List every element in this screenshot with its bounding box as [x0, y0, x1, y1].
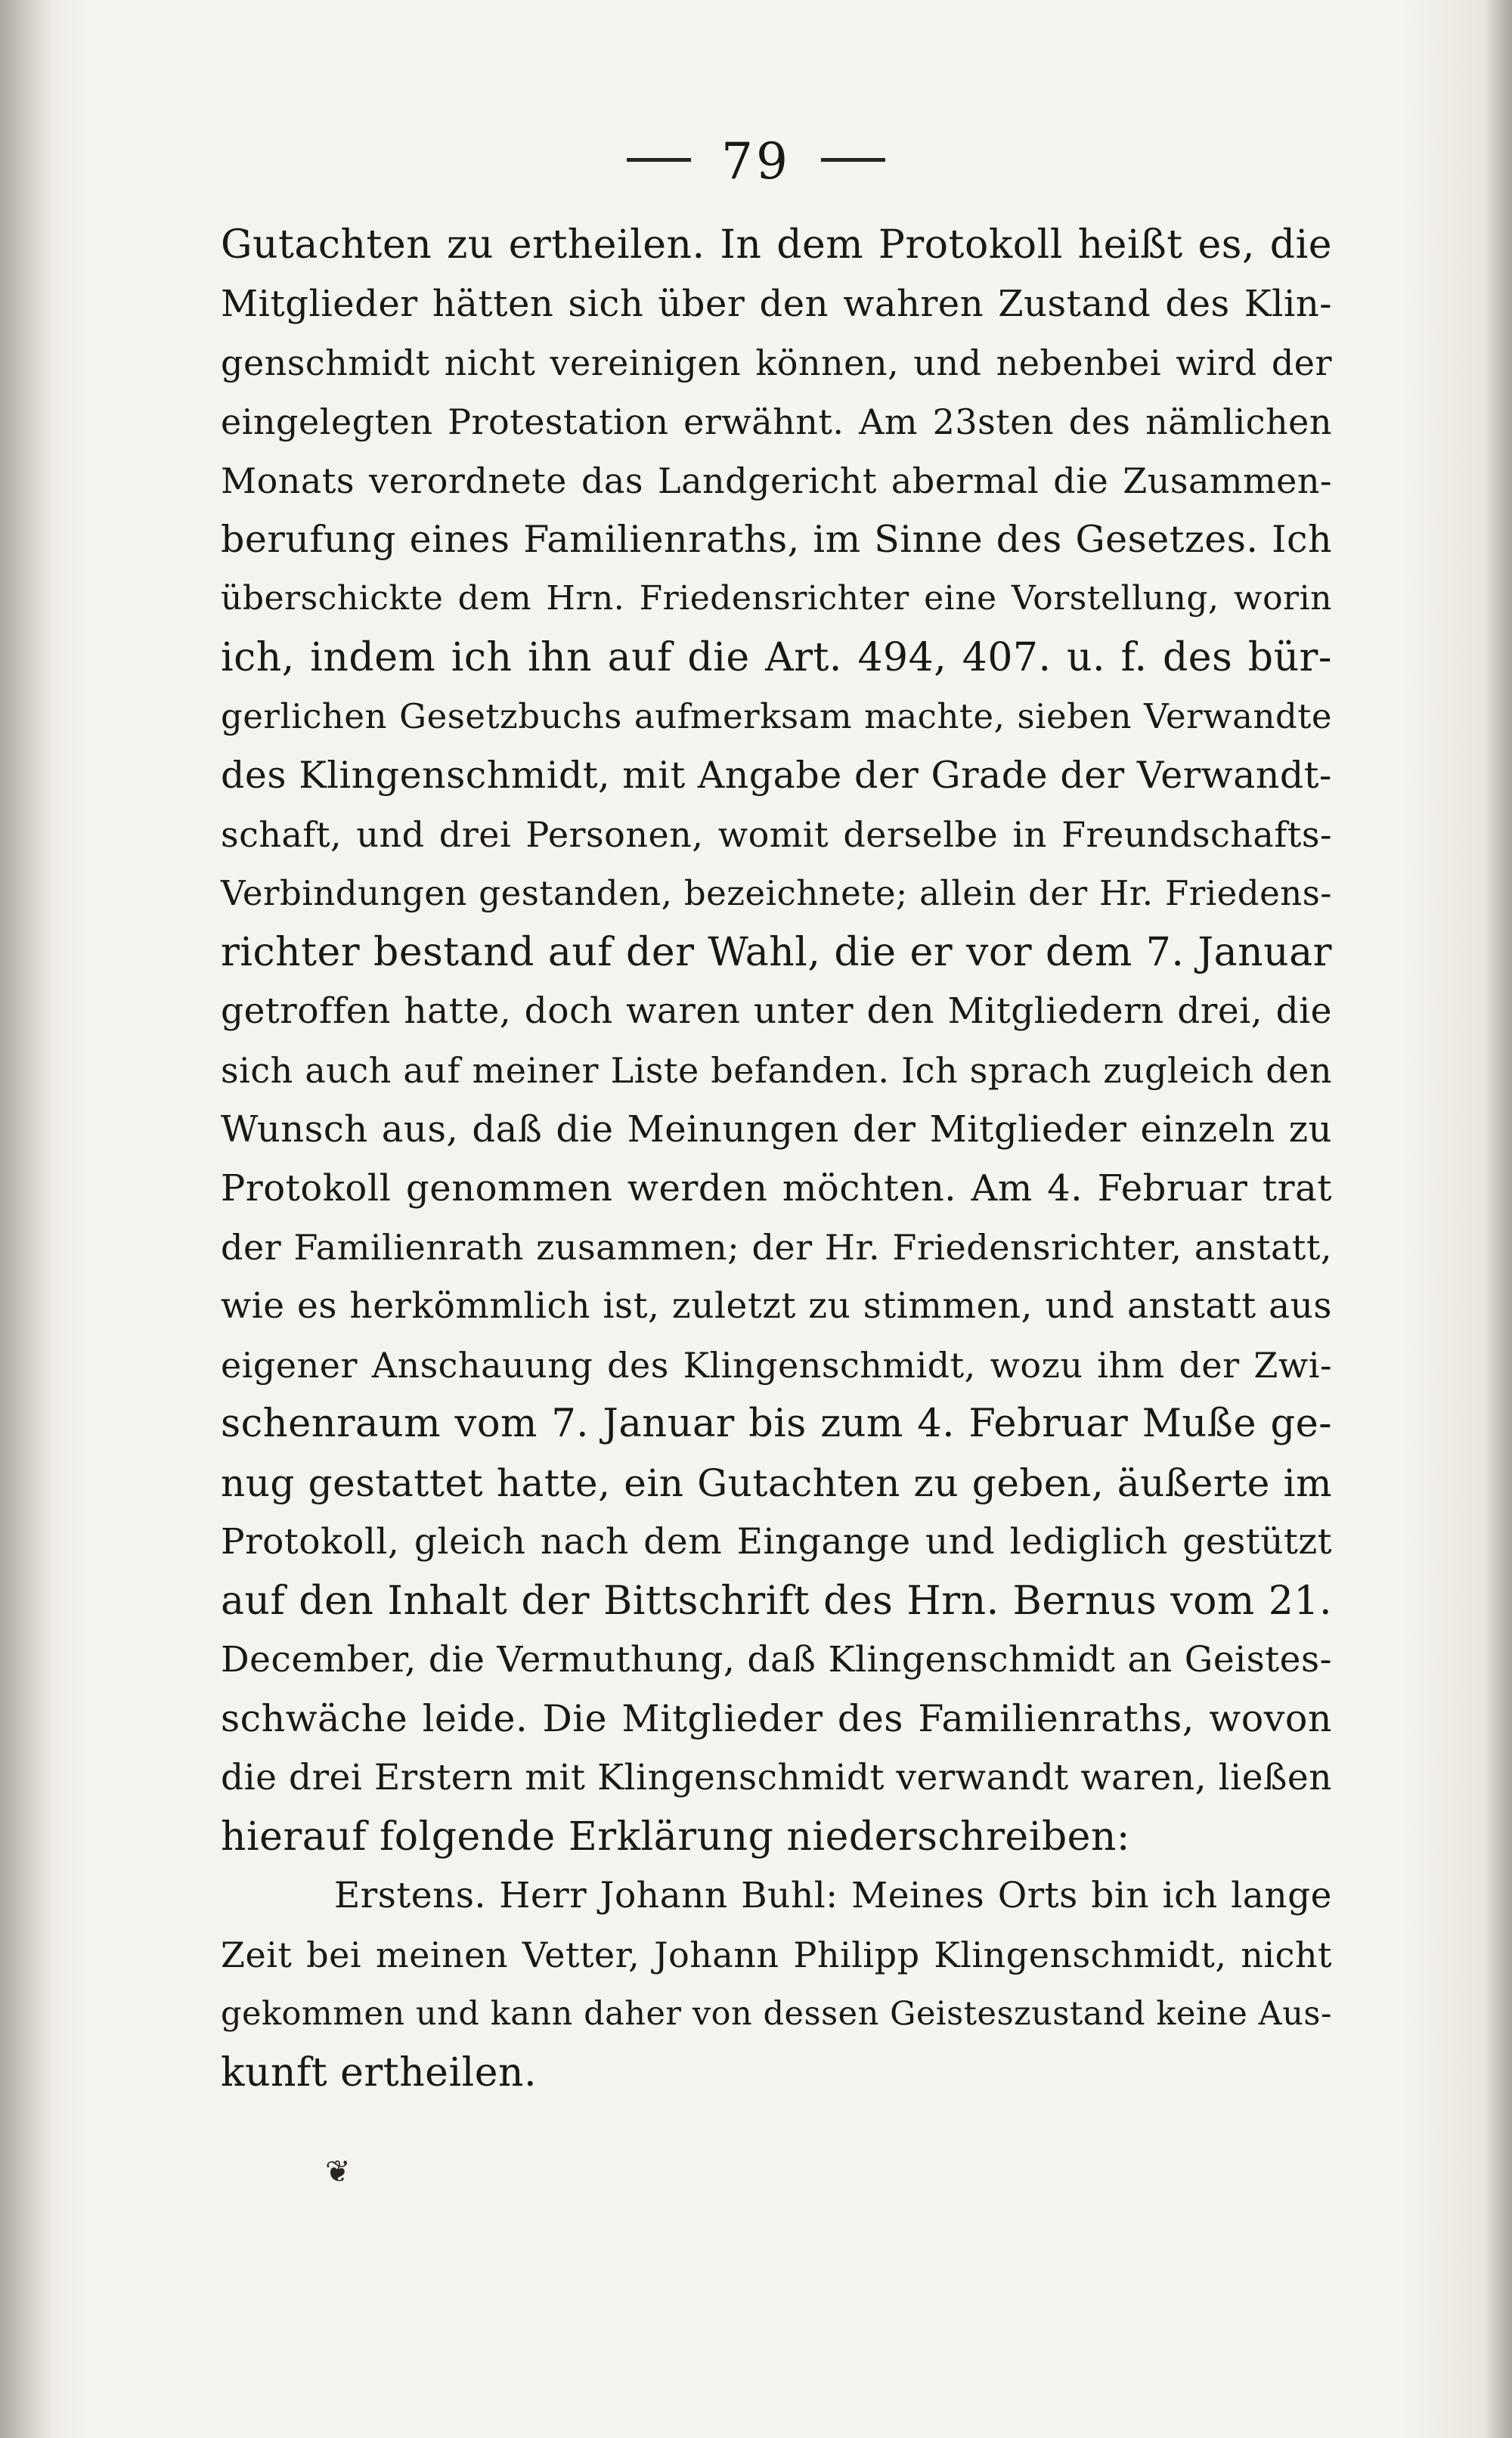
body-text [221, 215, 1332, 2102]
page-number: 79 [721, 132, 791, 191]
text-line: Erstens. Herr Johann Buhl: Meines Orts bin ich lange [334, 1875, 1332, 1916]
text-line: schwäche leide. Die Mitglieder des Familienraths, wovon [221, 1697, 1332, 1740]
text-line: gerlichen Gesetzbuchs aufmerksam machte, sieben Verwandte [221, 696, 1332, 736]
text-line: gekommen und kann daher von dessen Geisteszustand keine Aus- [221, 1995, 1332, 2033]
ink-mark-icon: ❦ [325, 2155, 351, 2189]
text-line: berufung eines Familienraths, im Sinne des Gesetzes. Ich [221, 518, 1332, 561]
binding-shadow [0, 0, 53, 2438]
text-line: December, die Vermuthung, daß Klingenschmidt an Geistes- [221, 1639, 1332, 1681]
text-line: ich, indem ich ihn auf die Art. 494, 407. u. f. des bür- [221, 635, 1332, 680]
text-line: kunft ertheilen. [221, 2050, 538, 2096]
text-line: Mitglieder hätten sich über den wahren Zustand des Klin- [221, 283, 1332, 325]
text-line: Protokoll genommen werden möchten. Am 4. Februar trat [221, 1167, 1332, 1210]
text-line: schenraum vom 7. Januar bis zum 4. Februar Muße ge- [221, 1402, 1332, 1446]
text-line: nug gestattet hatte, ein Gutachten zu geben, äußerte im [221, 1461, 1332, 1505]
text-line: eigener Anschauung des Klingenschmidt, wozu ihm der Zwi- [221, 1345, 1332, 1386]
text-line: Protokoll, gleich nach dem Eingange und lediglich gestützt [221, 1521, 1332, 1563]
text-line: eingelegten Protestation erwähnt. Am 23sten des nämlichen [221, 401, 1332, 442]
text-line: Wunsch aus, daß die Meinungen der Mitglieder einzeln zu [221, 1108, 1332, 1151]
text-line: Monats verordnete das Landgericht abermal die Zusammen- [221, 460, 1332, 501]
text-line: getroffen hatte, doch waren unter den Mitgliedern drei, die [221, 990, 1332, 1032]
text-line: wie es herkömmlich ist, zuletzt zu stimmen, und anstatt aus [221, 1285, 1332, 1327]
header-dash-left [627, 158, 691, 162]
text-line: die drei Erstern mit Klingenschmidt verwandt waren, ließen [221, 1757, 1332, 1798]
text-line: überschickte dem Hrn. Friedensrichter eine Vorstellung, worin [221, 579, 1332, 618]
text-line: der Familienrath zusammen; der Hr. Friedensrichter, anstatt, [221, 1227, 1332, 1268]
text-line: hierauf folgende Erklärung niederschreiben: [221, 1814, 1130, 1860]
page-header [0, 132, 1512, 191]
text-line: des Klingenschmidt, mit Angabe der Grade der Verwandt- [221, 754, 1332, 797]
text-line: Gutachten zu ertheilen. In dem Protokoll heißt es, die [221, 222, 1332, 268]
text-line: schaft, und drei Personen, womit derselbe in Freundschafts- [221, 814, 1332, 855]
text-line: Verbindungen gestanden, bezeichnete; allein der Hr. Friedens- [221, 873, 1332, 913]
page-edge [1485, 0, 1512, 2438]
text-line: auf den Inhalt der Bittschrift des Hrn. Bernus vom 21. [221, 1578, 1332, 1624]
text-line: sich auch auf meiner Liste befanden. Ich sprach zugleich den [221, 1050, 1332, 1091]
text-line: genschmidt nicht vereinigen können, und nebenbei wird der [221, 342, 1332, 383]
header-dash-right [821, 158, 885, 162]
text-line: richter bestand auf der Wahl, die er vor dem 7. Januar [221, 930, 1332, 975]
text-line: Zeit bei meinen Vetter, Johann Philipp Klingenschmidt, nicht [221, 1935, 1332, 1975]
